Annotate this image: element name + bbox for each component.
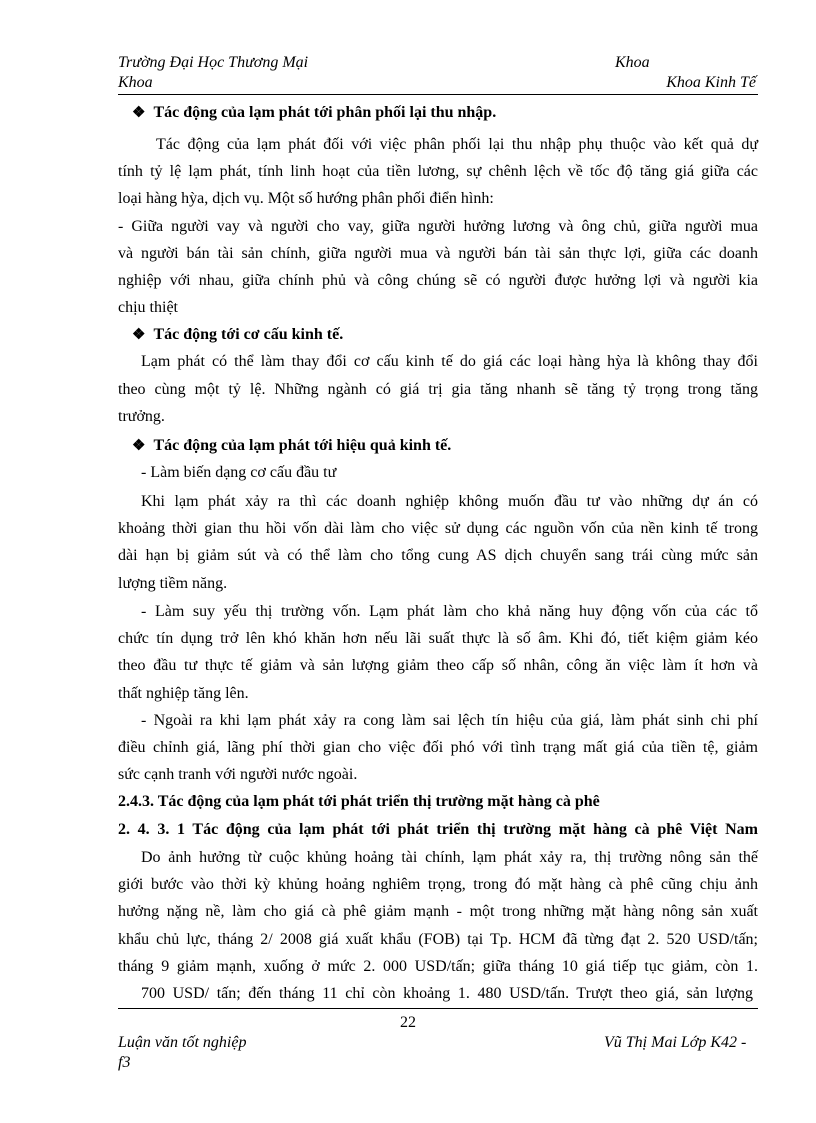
p-line-2: giới bước vào thời kỳ khủng hoảng nghiêm trọng, trong đó mặt hàng cà phê cũng chịu ảnh <box>118 876 758 893</box>
s3-line-12: sức cạnh tranh với người nước ngoài. <box>118 766 358 783</box>
s1-line-5: và người bán tài sản chính, giữa người mua và người bán tài sản thực lợi, giữa các doanh <box>118 245 758 262</box>
s3-line-10: - Ngoài ra khi lạm phát xảy ra cong làm sai lệch tín hiệu của giá, làm phát sinh chi phí <box>141 712 758 729</box>
header-faculty-left: Khoa <box>118 74 153 91</box>
diamond-bullet-icon: ❖ <box>132 327 146 343</box>
s1-heading: ❖ Tác động của lạm phát tới phân phối lại thu nhập. <box>132 104 497 121</box>
s1-line-2: tính tỷ lệ lạm phát, tính linh hoạt của tiền lương, sự chênh lệch về tốc độ tăng giá giữa các <box>118 163 758 180</box>
footer-left-2: f3 <box>118 1054 131 1071</box>
s2-line-3: trưởng. <box>118 408 165 425</box>
p-line-5: tháng 9 giảm mạnh, xuống ở mức 2. 000 USD/tấn; giữa tháng 10 giá tiếp tục giảm, còn 1. <box>118 958 758 975</box>
s1-line-3: loại hàng hỳa, dịch vụ. Một số hướng phân phối điển hình: <box>118 190 494 207</box>
diamond-bullet-icon: ❖ <box>132 438 146 454</box>
header-faculty-right: Khoa Kinh Tế <box>666 74 756 91</box>
s3-line-8: theo đầu tư thực tế giảm và sản lượng giảm theo cấp số nhân, công ăn việc làm ít hơn và <box>118 657 758 674</box>
s1-line-4: - Giữa người vay và người cho vay, giữa người hưởng lương và ông chủ, giữa người mua <box>118 218 758 235</box>
heading-2-4-3-1: 2. 4. 3. 1 Tác động của lạm phát tới phát triển thị trường mặt hàng cà phê Việt Nam <box>118 821 758 838</box>
s1-line-6: nghiệp với nhau, giữa chính phủ và công chúng sẽ có người được hưởng lợi và người kia <box>118 272 758 289</box>
footer-left: Luận văn tốt nghiệp <box>118 1034 247 1051</box>
s3-line-9: thất nghiệp tăng lên. <box>118 685 249 702</box>
s3-line-2: Khi lạm phát xảy ra thì các doanh nghiệp không muốn đầu tư vào những dự án có <box>141 493 758 510</box>
header-faculty-top: Khoa <box>615 54 650 71</box>
p-line-1: Do ảnh hưởng từ cuộc khủng hoảng tài chính, lạm phát xảy ra, thị trường nông sản thế <box>141 849 758 866</box>
s3-heading: ❖ Tác động của lạm phát tới hiệu quả kinh tế. <box>132 437 452 454</box>
s1-line-7: chịu thiệt <box>118 299 178 316</box>
page-number: 22 <box>400 1014 416 1031</box>
footer-right: Vũ Thị Mai Lớp K42 - <box>604 1034 747 1051</box>
s3-line-3: khoảng thời gian thu hồi vốn dài làm cho việc sử dụng các nguồn vốn của nền kinh tế trong <box>118 520 758 537</box>
s3-line-4: dài hạn bị giảm sút và có thể làm cho tổng cung AS dịch chuyển sang trái cùng mức sản <box>118 547 758 564</box>
s3-line-6: - Làm suy yếu thị trường vốn. Lạm phát làm cho khả năng huy động vốn của các tổ <box>141 603 758 620</box>
header-school: Trường Đại Học Thương Mại <box>118 54 309 71</box>
diamond-bullet-icon: ❖ <box>132 105 146 121</box>
s3-line-1: - Làm biến dạng cơ cấu đầu tư <box>141 464 337 481</box>
s3-line-7: chức tín dụng trở lên khó khăn hơn nếu lãi suất thực là số âm. Khi đó, tiết kiệm giảm kéo <box>118 630 758 647</box>
s2-line-1: Lạm phát có thể làm thay đổi cơ cấu kinh tế do giá các loại hàng hỳa là không thay đổi <box>141 353 758 370</box>
s3-line-11: điều chỉnh giá, lãng phí thời gian cho việc đối phó với tình trạng mất giá của tiền tệ, giảm <box>118 739 758 756</box>
p-line-3: hưởng nặng nề, làm cho giá cà phê giảm mạnh - một trong những mặt hàng nông sản xuất <box>118 903 758 920</box>
s2-heading: ❖ Tác động tới cơ cấu kinh tế. <box>132 326 344 343</box>
s1-line-1: Tác động của lạm phát đối với việc phân phối lại thu nhập phụ thuộc vào kết quả dự <box>156 136 758 153</box>
header-rule <box>118 94 758 95</box>
footer-rule <box>118 1008 758 1009</box>
p-line-4: khẩu chủ lực, tháng 2/ 2008 giá xuất khẩu (FOB) tại Tp. HCM đã từng đạt 2. 520 USD/tấn; <box>118 931 758 948</box>
heading-2-4-3: 2.4.3. Tác động của lạm phát tới phát triển thị trường mặt hàng cà phê <box>118 793 600 810</box>
s2-line-2: theo cùng một tỷ lệ. Những ngành có giá trị gia tăng nhanh sẽ tăng tỷ trọng trong tăng <box>118 381 758 398</box>
p-line-6: 700 USD/ tấn; đến tháng 11 chỉ còn khoảng 1. 480 USD/tấn. Trượt theo giá, sản lượng <box>141 985 753 1002</box>
s3-line-5: lượng tiềm năng. <box>118 575 228 592</box>
